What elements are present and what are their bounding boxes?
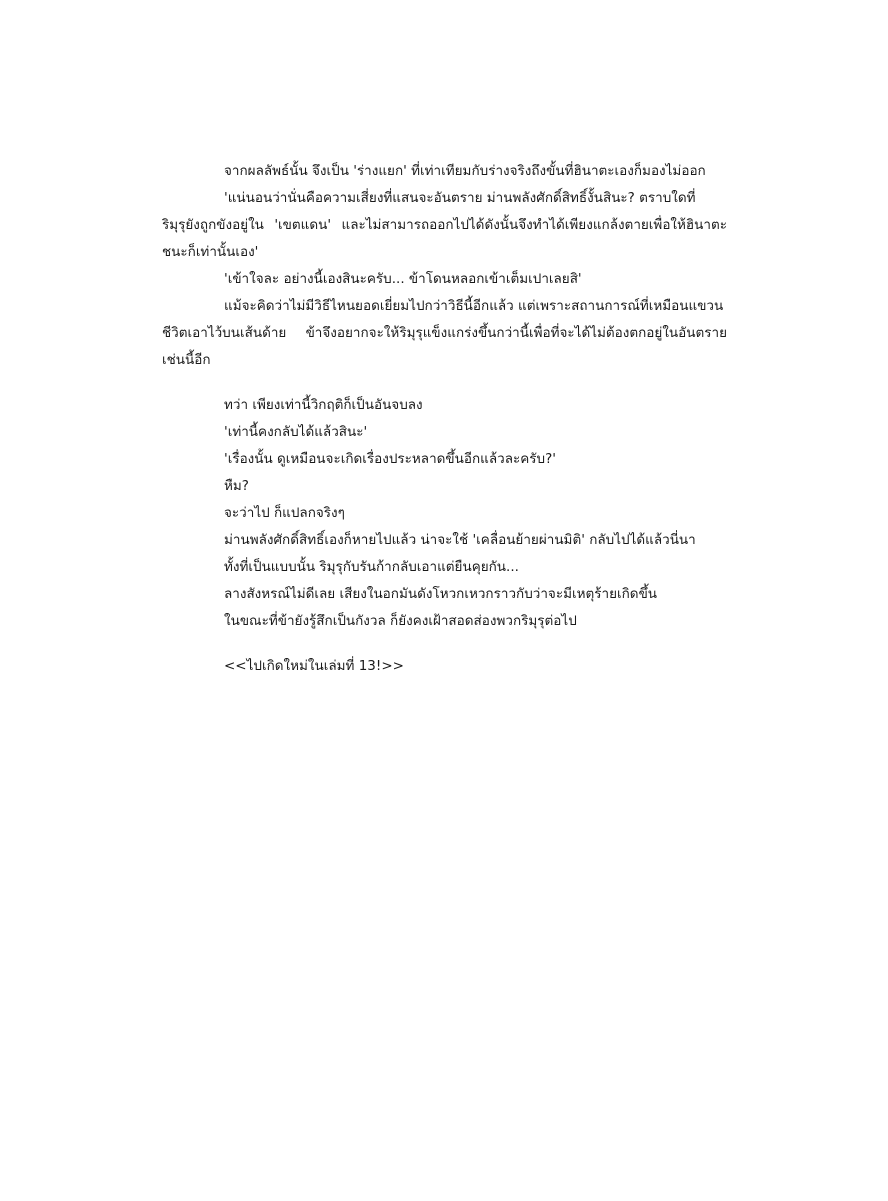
text-line: จะว่าไป ก็แปลกจริงๆ: [224, 505, 345, 521]
next-volume-note: <<ไปเกิดใหม่ในเล่มที่ 13!>>: [224, 658, 404, 674]
text-line: ทว่า เพียงเท่านี้วิกฤติก็เป็นอันจบลง: [224, 397, 423, 413]
text-line: ริมุรุยังถูกขังอยู่ใน 'เขตแดน' และไม่สามารถออกไปได้ดังนั้นจึงทำได้เพียงแกล้งตายเพื่อให้ฮินาตะ: [162, 217, 727, 233]
text-line: จากผลลัพธ์นั้น จึงเป็น 'ร่างแยก' ที่เท่าเทียมกับร่างจริงถึงขั้นที่ฮินาตะเองก็มองไม่ออก: [224, 163, 706, 179]
text-line: 'แน่นอนว่านั่นคือความเสี่ยงที่แสนจะอันตราย ม่านพลังศักดิ์สิทธิ์งั้นสินะ? ตราบใดที่: [224, 190, 696, 206]
text-line: ลางสังหรณ์ไม่ดีเลย เสียงในอกมันดังโหวกเหวกราวกับว่าจะมีเหตุร้ายเกิดขึ้น: [224, 586, 658, 602]
text-line: ทั้งที่เป็นแบบนั้น ริมุรุกับรันก้ากลับเอาแต่ยืนคุยกัน...: [224, 559, 519, 575]
text-line: ในขณะที่ข้ายังรู้สึกเป็นกังวล ก็ยังคงเฝ้าสอดส่องพวกริมุรุต่อไป: [224, 613, 577, 629]
text-line: เช่นนี้อีก: [162, 352, 211, 368]
text-line: หืม?: [224, 478, 249, 494]
text-line: ชนะก็เท่านั้นเอง': [162, 244, 259, 260]
text-line: 'เรื่องนั้น ดูเหมือนจะเกิดเรื่องประหลาดขึ้นอีกแล้วละครับ?': [224, 451, 556, 467]
text-line: ชีวิตเอาไว้บนเส้นด้าย ข้าจึงอยากจะให้ริมุรุแข็งแกร่งขึ้นกว่านี้เพื่อที่จะได้ไม่ต้องตกอยู่ในอันตราย: [162, 325, 727, 341]
text-line: 'เข้าใจละ อย่างนี้เองสินะครับ... ข้าโดนหลอกเข้าเต็มเปาเลยสิ': [224, 271, 582, 287]
text-line: แม้จะคิดว่าไม่มีวิธีไหนยอดเยี่ยมไปกว่าวิธีนี้อีกแล้ว แต่เพราะสถานการณ์ที่เหมือนแขวน: [224, 298, 724, 314]
text-line: 'เท่านี้คงกลับได้แล้วสินะ': [224, 424, 368, 440]
text-line: ม่านพลังศักดิ์สิทธิ์เองก็หายไปแล้ว น่าจะใช้ 'เคลื่อนย้ายผ่านมิติ' กลับไปได้แล้วนี่นา: [224, 532, 696, 548]
